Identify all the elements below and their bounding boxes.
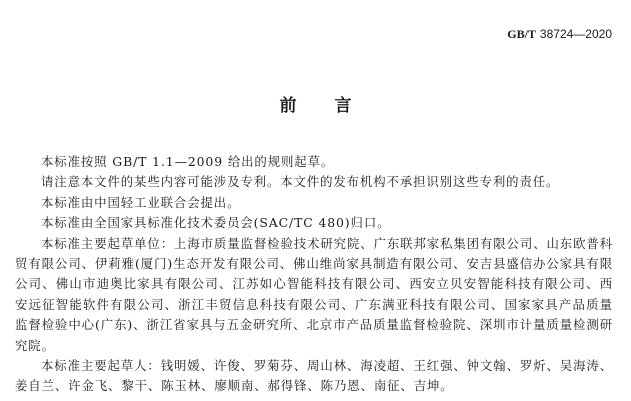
- title-char-2: 言: [334, 96, 352, 116]
- title-char-1: 前: [279, 96, 297, 116]
- paragraph-proposer: 本标准由中国轻工业联合会提出。: [41, 194, 241, 210]
- paragraph-committee: 本标准由全国家具标准化技术委员会(SAC/TC 480)归口。: [41, 215, 391, 231]
- standard-prefix: GB/T: [507, 27, 536, 41]
- paragraph-patent-notice: 请注意本文件的某些内容可能涉及专利。本文件的发布机构不承担识别这些专利的责任。: [41, 174, 560, 190]
- foreword-body: [15, 152, 613, 397]
- paragraph-drafting-units: 本标准主要起草单位：上海市质量监督检验技术研究院、广东联邦家私集团有限公司、山东欧普科贸有限公司、伊莉雅(厦门)生态开发有限公司、佛山维尚家具制造有限公司、安吉县盛信办公家具有限公司、佛山市迪奥比家具有限公司、江苏如心智能科技有限公司、西安立贝安智能科技有限公司、西安远征智能软件有限公司、浙江丰贸信息科技有限公司、广东满亚科技有限公司、国家家具产品质量监督检验中心(广东)、浙江省家具与五金研究所、北京市产品质量监督检验院、深圳市计量质量检测研究院。: [15, 235, 613, 353]
- standard-number: 38724—2020: [539, 27, 612, 41]
- paragraph-drafters: 本标准主要起草人：钱明媛、许俊、罗菊芬、周山林、海凌超、王红强、钟文翰、罗炘、吴海涛、姜自兰、许金飞、黎干、陈玉林、廖顺南、郝得锋、陈乃恩、南征、吉坤。: [15, 358, 613, 394]
- paragraph-drafting-rules: 本标准按照 GB/T 1.1—2009 给出的规则起草。: [41, 154, 335, 169]
- standard-code: [507, 26, 612, 42]
- page-title: [0, 95, 631, 117]
